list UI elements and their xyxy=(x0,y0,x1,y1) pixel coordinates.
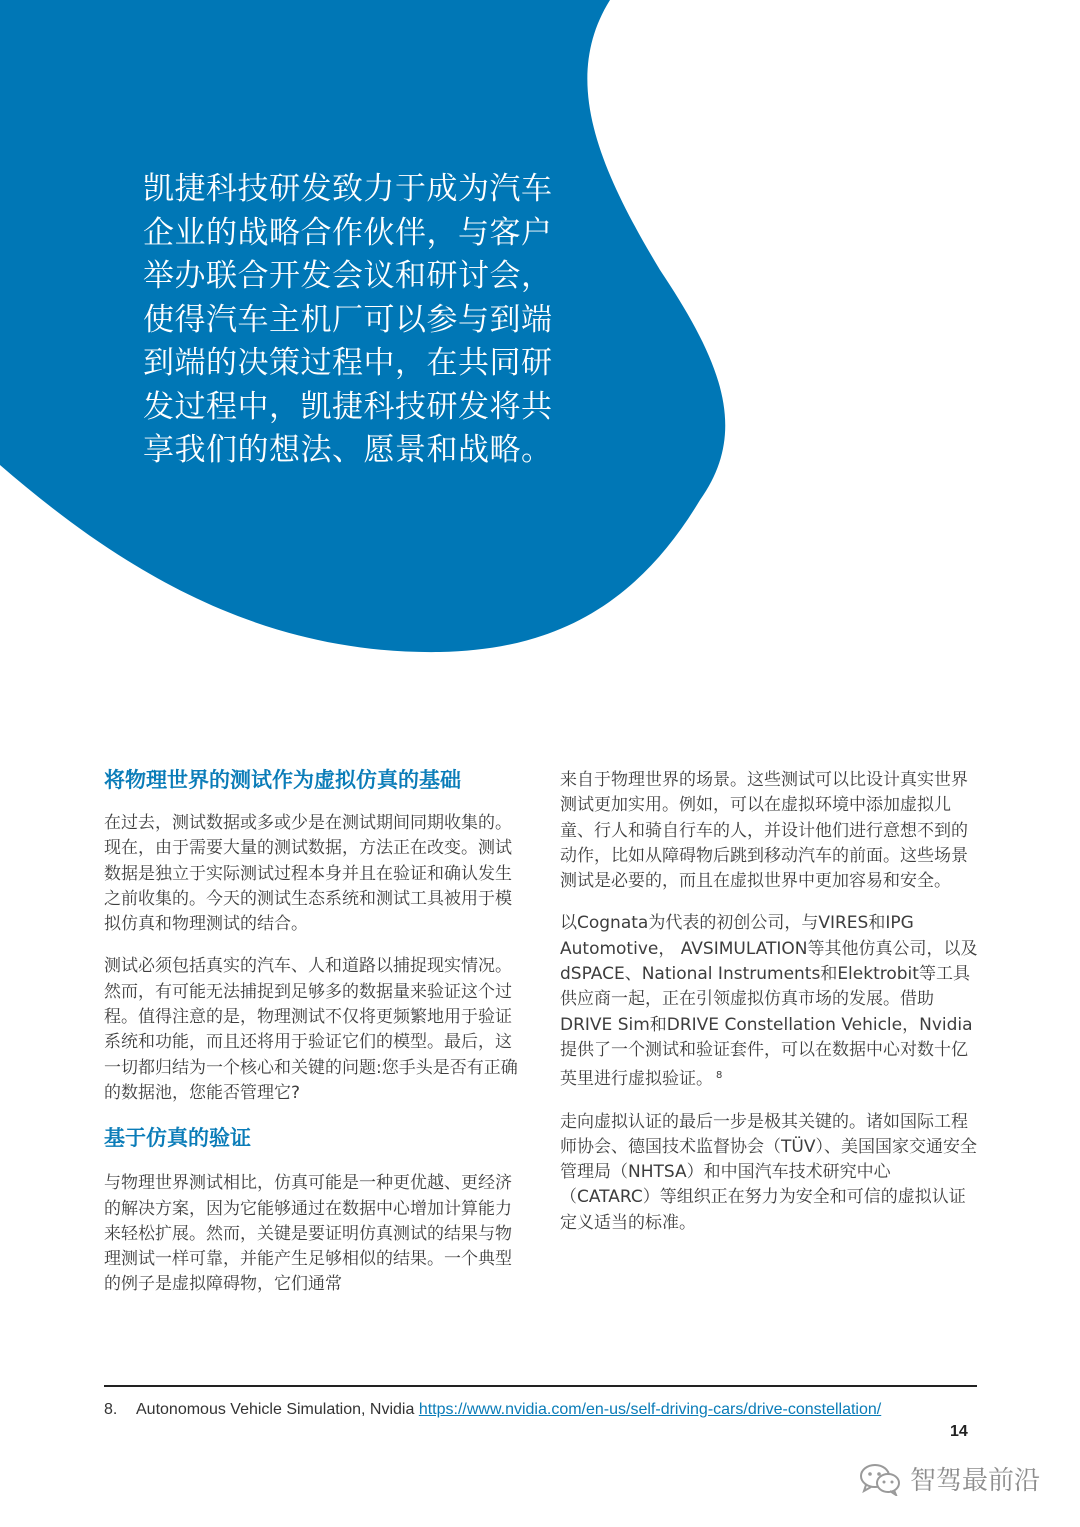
paragraph xyxy=(560,911,980,1092)
footnote-text: Autonomous Vehicle Simulation, Nvidia xyxy=(136,1401,419,1418)
paragraph: 来自于物理世界的场景。这些测试可以比设计真实世界测试更加实用。例如，可以在虚拟环境中添加虚拟儿童、行人和骑自行车的人，并设计他们进行意想不到的动作，比如从障碍物后跳到移动汽车的前面。这些场景测试是必要的，而且在虚拟世界中更加容易和安全。 xyxy=(560,770,968,892)
pull-quote: 凯捷科技研发致力于成为汽车企业的战略合作伙伴，与客户举办联合开发会议和研讨会，使得汽车主机厂可以参与到端到端的决策过程中，在共同研发过程中，凯捷科技研发将共享我们的想法、愿景和战略。 xyxy=(143,171,553,468)
left-column xyxy=(104,765,524,1315)
footnote-reference[interactable]: 8 xyxy=(716,1070,723,1082)
footnote-link[interactable]: https://www.nvidia.com/en-us/self-driving-cars/drive-constellation/ xyxy=(418,1401,882,1418)
paragraph-text: 以Cognata为代表的初创公司，与VIRES和IPG Automotive， AVSIMULATION等其他仿真公司，以及dSPACE、National Instruments和Elektrobit等工具供应商一起，正在引领虚拟仿真市场的发展。借助DRIVE Sim和DRIVE Constellation Vehicle，Nvidia提供了一个测试和验证套件，可以在数据中心对数十亿英里进行虚拟验证。 xyxy=(560,913,978,1090)
wechat-icon xyxy=(858,1462,902,1496)
page-number: 14 xyxy=(950,1423,968,1440)
right-column xyxy=(560,768,980,1253)
watermark xyxy=(858,1460,1040,1497)
footnote-number: 8. xyxy=(104,1401,118,1418)
footnote xyxy=(104,1400,881,1420)
paragraph: 在过去，测试数据或多或少是在测试期间同期收集的。现在，由于需要大量的测试数据，方法正在改变。测试数据是独立于实际测试过程本身并且在验证和确认发生之前收集的。今天的测试生态系统和测试工具被用于模拟仿真和物理测试的结合。 xyxy=(104,813,512,935)
watermark-text: 智驾最前沿 xyxy=(910,1466,1041,1496)
paragraph: 走向虚拟认证的最后一步是极其关键的。诸如国际工程师协会、德国技术监督协会（TÜV）、美国国家交通安全管理局（NHTSA）和中国汽车技术研究中心（CATARC）等组织正在努力为安全和可信的虚拟认证定义适当的标准。 xyxy=(560,1111,977,1233)
section-heading-simulation: 基于仿真的验证 xyxy=(104,1126,251,1151)
footnote-divider xyxy=(104,1385,977,1387)
paragraph: 与物理世界测试相比，仿真可能是一种更优越、更经济的解决方案，因为它能够通过在数据中心增加计算能力来轻松扩展。然而，关键是要证明仿真测试的结果与物理测试一样可靠，并能产生足够相似的结果。一个典型的例子是虚拟障碍物，它们通常 xyxy=(104,1173,512,1295)
paragraph: 测试必须包括真实的汽车、人和道路以捕捉现实情况。然而，有可能无法捕捉到足够多的数据量来验证这个过程。值得注意的是，物理测试不仅将更频繁地用于验证系统和功能，而且还将用于验证它们的模型。最后，这一切都归结为一个核心和关键的问题:您手头是否有正确的数据池，您能否管理它? xyxy=(104,956,518,1103)
section-heading-physical-testing: 将物理世界的测试作为虚拟仿真的基础 xyxy=(104,768,461,792)
